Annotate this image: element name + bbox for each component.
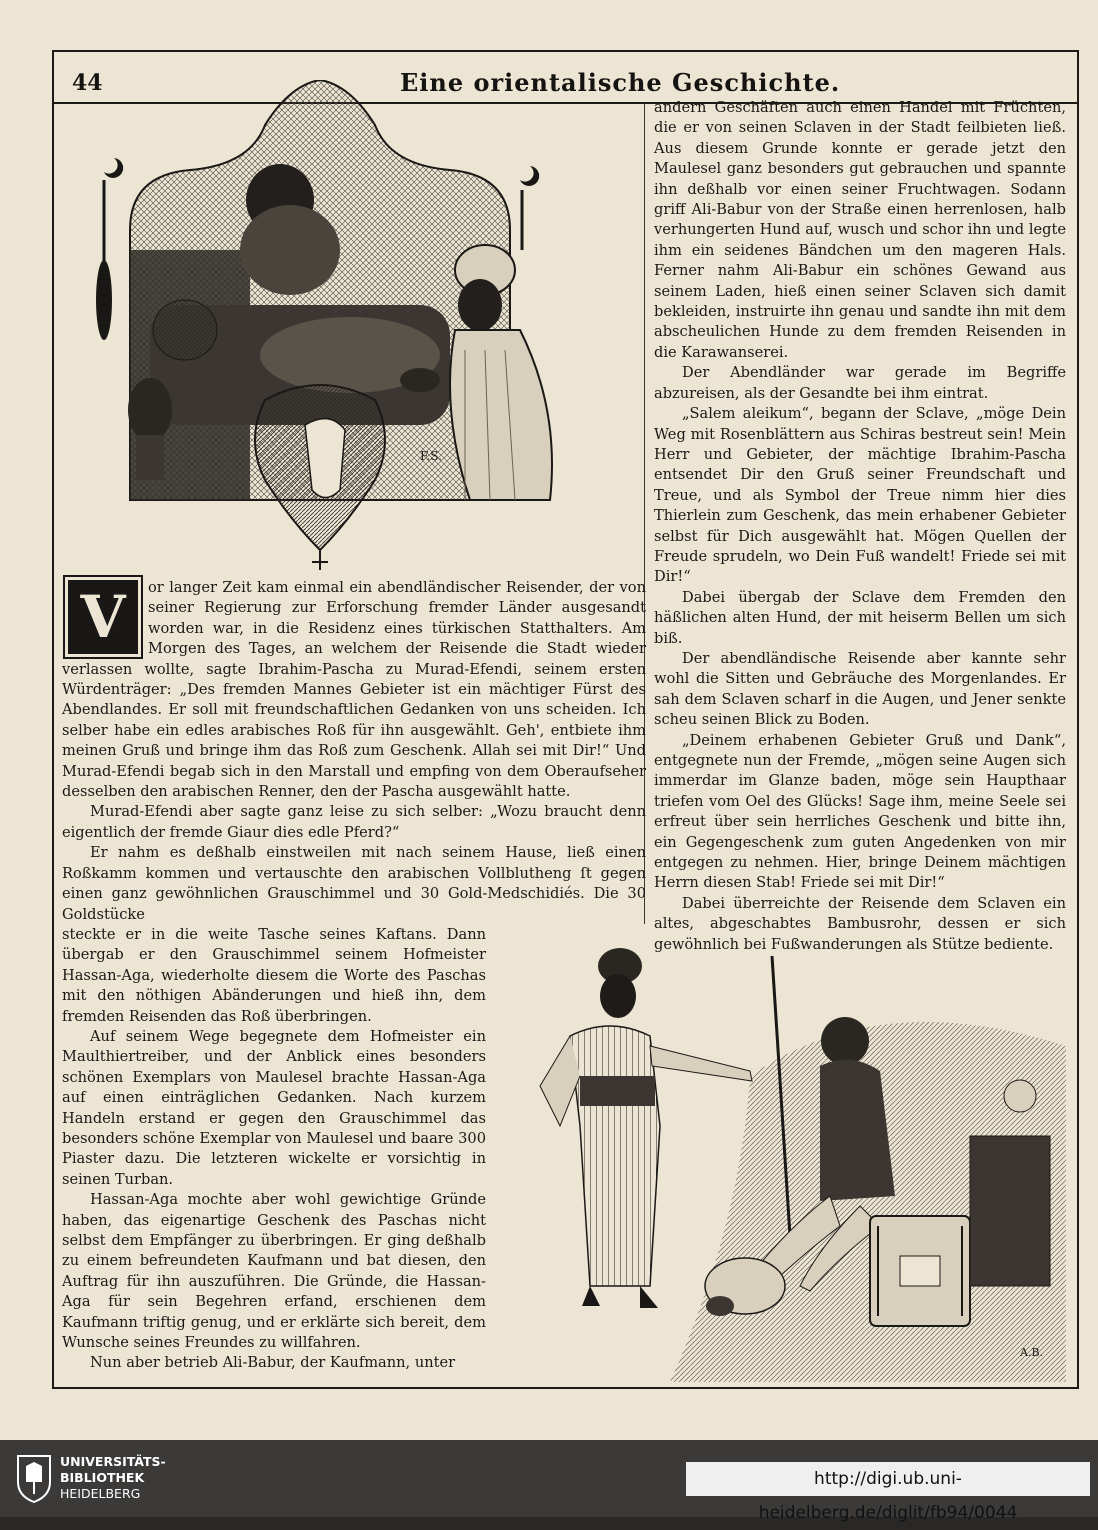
decorated-initial: V: [68, 580, 138, 654]
paragraph: Murad-Efendi aber sagte ganz leise zu sich selber: „Wozu braucht denn eigentlich der fremde Giaur dies edle Pferd?“: [62, 803, 646, 841]
top-illustration-signature: F.S.: [420, 449, 442, 463]
paragraph: andern Geschäften auch einen Handel mit Früchten, die er von seinen Sclaven in der Stadt feilbieten ließ. Aus diesem Grunde konnte er gerade jetzt den Maulesel ganz besonders gut gebrauchen und spannte ihn deßhalb vor einen seiner Fruchtwagen. Sodann griff Ali-Babur von der Straße einen herrenlosen, halb verhungerten Hund auf, wusch und schor ihn und legte ihm ein seidenes Bändchen um den mageren Hals. Ferner nahm Ali-Babur ein schönes Gewand aus seinem Laden, hieß einen seiner Sclaven sich damit bekleiden, instruirte ihn genau und sandte ihn mit dem abscheulichen Hunde zu dem fremden Reisenden in die Karawanserei.: [654, 99, 1066, 361]
opening-paragraph: [62, 578, 646, 802]
paragraph: Der Abendländer war gerade im Begriffe abzureisen, als der Gesandte bei ihm eintrat.: [654, 364, 1066, 402]
paragraph: Hassan-Aga mochte aber wohl gewichtige Gründe haben, das eigenartige Geschenk des Paschas nicht selbst dem Empfänger zu überbringen. Er ging deßhalb zu einem befreundeten Kaufmann und bat diesen, den Auftrag für ihn auszuführen. Die Gründe, die Hassan-Aga für sein Begehren erfand, erschienen dem Kaufmann triftig genug, und er erklärte sich bereit, dem Wunsche seines Freundes zu willfahren.: [62, 1191, 486, 1352]
page-number: 44: [72, 70, 103, 96]
paragraph: steckte er in die weite Tasche seines Kaftans. Dann übergab er den Grauschimmel seinem Hofmeister Hassan-Aga, wiederholte diesem die Worte des Paschas mit den nöthigen Abänderungen und hieß ihn, dem fremden Reisenden das Roß überbringen.: [62, 925, 486, 1025]
paragraph-text: or langer Zeit kam einmal ein abendländischer Reisender, der von seiner Regierung zur Erforschung fremder Länder ausgesandt worden war, in die Residenz eines türkischen Statthalters. Am Morgen des Tages, an welchem der Reisende die Stadt wieder verlassen wollte, sagte Ibrahim-Pascha zu Murad-Efendi, seinem ersten Würdenträger: „Des fremden Mannes Gebieter ist ein mächtiger Fürst des Abendlandes. Er soll mit freundschaftlichen Gedanken von uns scheiden. Ich selber habe ein edles arabisches Roß für ihn ausgewählt. Geh', entbiete ihm meinen Gruß und bringe ihm das Roß zum Geschenk. Allah sei mit Dir!“ Und Murad-Efendi begab sich in den Marstall und empfing von dem Oberaufseher desselben den arabischen Renner, den der Pascha ausgewählt hatte.: [62, 579, 646, 801]
permalink-url[interactable]: http://digi.ub.uni-heidelberg.de/diglit/fb94/0044: [686, 1462, 1090, 1496]
bottom-illustration-signature: A.B.: [1020, 1346, 1044, 1359]
paragraph: „Salem aleikum“, begann der Sclave, „möge Dein Weg mit Rosenblättern aus Schiras bestreut sein! Mein Herr und Gebieter, der mächtige Ibrahim-Pascha entsendet Dir den Gruß seiner Freundschaft und Treue, und als Symbol der Treue nimm hier dies Thierlein zum Geschenk, das mein erhabener Gebieter selbst für Dich ausgewählt hat. Mögen Quellen der Freude sprudeln, wo Dein Fuß wandelt! Friede sei mit Dir!“: [654, 405, 1066, 586]
paragraph: Dabei überreichte der Reisende dem Sclaven ein altes, abgeschabtes Bambusrohr, dessen er sich gewöhnlich bei Fußwanderungen als Stütze bediente.: [654, 894, 1066, 953]
paragraph: Dabei übergab der Sclave dem Fremden den häßlichen alten Hund, der mit heiserm Bellen um sich biß.: [654, 588, 1066, 647]
palace-scene-illustration: [90, 80, 640, 570]
institution-line: HEIDELBERG: [60, 1486, 141, 1501]
running-title: Eine orientalische Geschichte.: [400, 68, 841, 97]
institution-line: BIBLIOTHEK: [60, 1470, 145, 1485]
paragraph: Der abendländische Reisende aber kannte sehr wohl die Sitten und Gebräuche des Morgenlandes. Er sah dem Sclaven scharf in die Augen, und Jener senkte scheu seinen Blick zu Boden.: [654, 649, 1066, 729]
institution-line: UNIVERSITÄTS-: [60, 1454, 166, 1469]
university-seal-icon: [14, 1452, 54, 1504]
paragraph: Auf seinem Wege begegnete dem Hofmeister ein Maulthiertreiber, und der Anblick eines besonders schönen Exemplars von Maulesel brachte Hassan-Aga auf einen einträglichen Gedanken. Nach kurzem Handeln erstand er gegen den Grauschimmel das besonders schöne Exemplar von Maulesel und baare 300 Piaster dazu. Die letzteren wickelte er vorsichtig in seinen Turban.: [62, 1027, 486, 1188]
paragraph: Er nahm es deßhalb einstweilen mit nach seinem Hause, ließ einen Roßkamm kommen und vertauschte den arabischen Vollblutheng ſt gegen einen ganz gewöhnlichen Grauschimmel und 30 Gold-Medschidiés. Die 30 Goldstücke: [62, 844, 646, 923]
library-footer: [0, 1440, 1098, 1523]
paragraph: „Deinem erhabenen Gebieter Gruß und Dank“, entgegnete nun der Fremde, „mögen seine Augen sich immerdar im Glanze baden, möge sein Haupthaar triefen vom Oel des Glücks! Sage ihm, meine Seele sei erfreut über sein herrliches Geschenk und bitte ihn, ein Gegengeschenk zum guten Angedenken von mir entgegen zu nehmen. Hier, bringe Deinem mächtigen Herrn diesen Stab! Friede sei mit Dir!“: [654, 731, 1066, 892]
traveller-scene-illustration: [500, 926, 1066, 1382]
right-column: [654, 98, 1066, 955]
paragraph: Nun aber betrieb Ali-Babur, der Kaufmann, unter: [90, 1354, 456, 1372]
institution-name: [60, 1454, 210, 1502]
left-column: [62, 578, 646, 1374]
